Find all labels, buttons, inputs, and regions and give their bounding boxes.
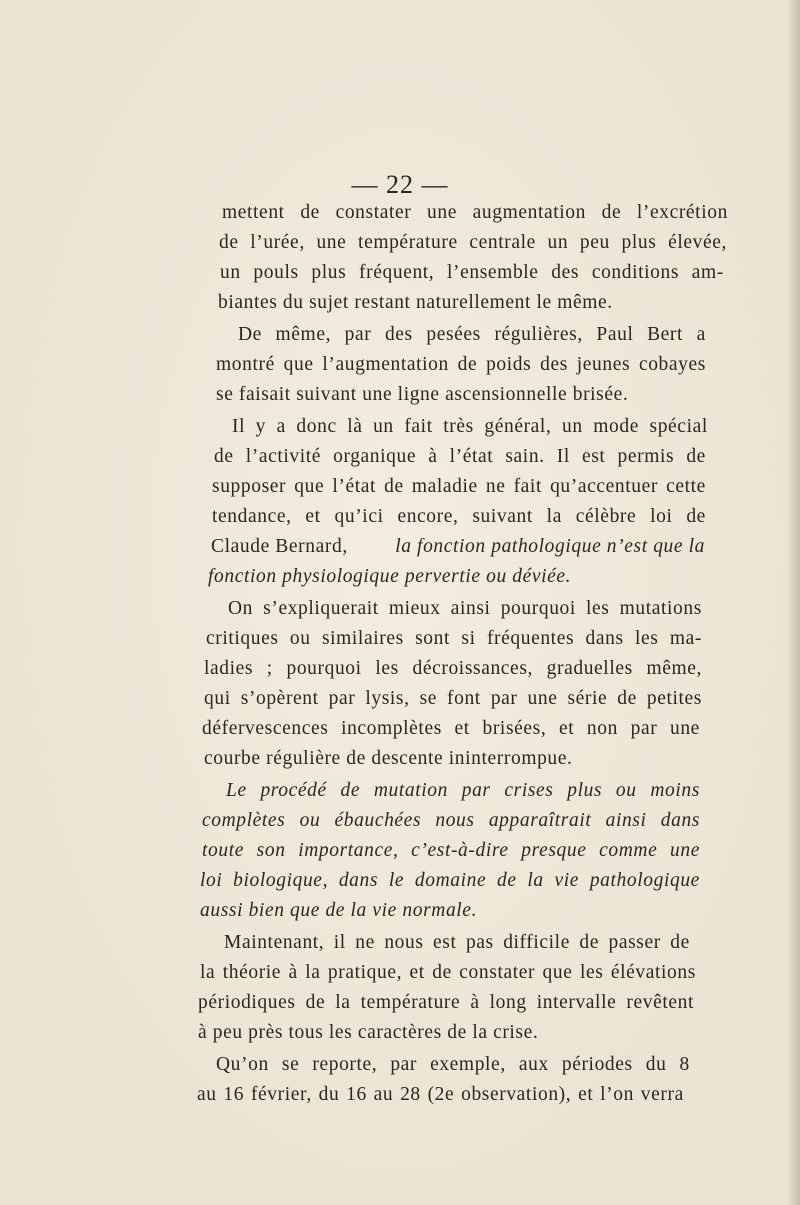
text-line: supposer que l’état de maladie ne fait qu’accentuer cette [212, 476, 706, 497]
text-line: loi biologique, dans le domaine de la vie pathologique [200, 870, 700, 891]
text-line: de l’urée, une température centrale un peu plus élevée, [219, 232, 727, 253]
text-line: tendance, et qu’ici encore, suivant la célèbre loi de [212, 506, 706, 527]
text-line: ladies ; pourquoi les décroissances, graduelles même, [204, 658, 702, 679]
text-line: On s’expliquerait mieux ainsi pourquoi les mutations [228, 598, 702, 619]
text-line: complètes ou ébauchées nous apparaîtrait ainsi dans [202, 810, 700, 831]
text-line: qui s’opèrent par lysis, se font par une série de petites [204, 688, 702, 709]
page-number: — 22 — [351, 170, 449, 199]
text-line: défervescences incomplètes et brisées, et non par une [202, 718, 700, 739]
text-line: Le procédé de mutation par crises plus ou moins [226, 780, 700, 801]
text-line: aussi bien que de la vie normale. [200, 900, 478, 921]
text-line: Qu’on se reporte, par exemple, aux périodes du 8 [216, 1054, 690, 1075]
text-line: un pouls plus fréquent, l’ensemble des conditions am- [220, 262, 724, 283]
text-line: mettent de constater une augmentation de l’excrétion [222, 202, 728, 223]
text-line: courbe régulière de descente ininterrompue. [204, 748, 573, 769]
text-line: à peu près tous les caractères de la crise. [198, 1022, 539, 1043]
text-line: au 16 février, du 16 au 28 (2e observation), et l’on verra [197, 1084, 684, 1105]
text-line: toute son importance, c’est-à-dire presque comme une [202, 840, 700, 861]
text-line: De même, par des pesées régulières, Paul Bert a [238, 324, 706, 345]
text-line: se faisait suivant une ligne ascensionnelle brisée. [216, 384, 629, 405]
text-line: montré que l’augmentation de poids des jeunes cobayes [216, 354, 706, 375]
text-line: Il y a donc là un fait très général, un mode spécial [232, 416, 708, 437]
text-line [211, 532, 705, 562]
text-fragment: Claude Bernard, [211, 536, 348, 557]
text-line: périodiques de la température à long intervalle revêtent [198, 992, 694, 1013]
text-line: biantes du sujet restant naturellement le même. [218, 292, 613, 313]
text-line: de l’activité organique à l’état sain. Il est permis de [214, 446, 706, 467]
text-line: Maintenant, il ne nous est pas difficile de passer de [224, 932, 690, 953]
text-line: la théorie à la pratique, et de constater que les élévations [200, 962, 696, 983]
text-line: critiques ou similaires sont si fréquentes dans les ma- [206, 628, 702, 649]
text-line: fonction physiologique pervertie ou déviée. [208, 566, 572, 587]
italic-fragment: la fonction pathologique n’est que la [395, 536, 705, 557]
